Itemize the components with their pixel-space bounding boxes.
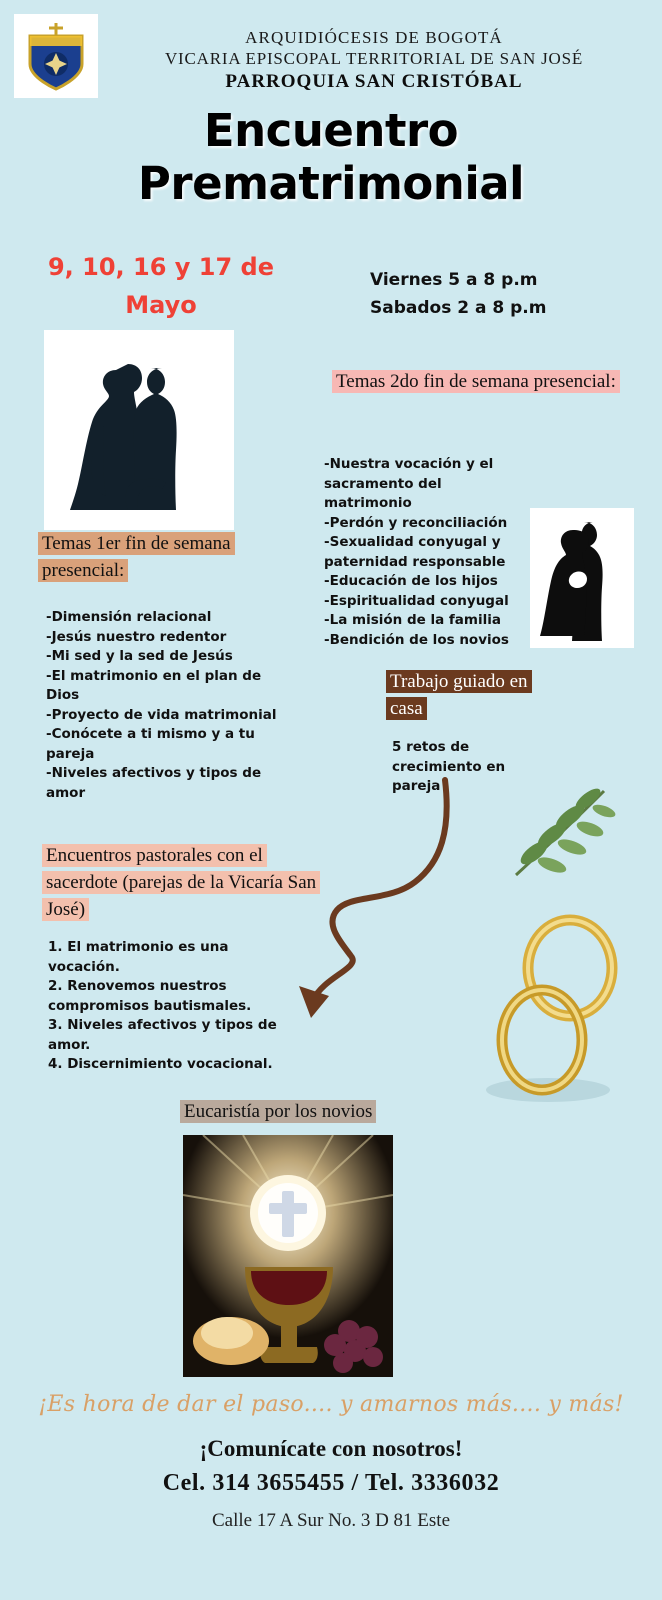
list-item: -Nuestra vocación y el sacramento del matrimonio bbox=[324, 456, 494, 511]
title-line-1: Encuentro bbox=[203, 104, 459, 157]
list-item: 1. El matrimonio es una vocación. bbox=[48, 939, 229, 975]
header-line-parish: PARROQUIA SAN CRISTÓBAL bbox=[225, 71, 523, 92]
list-item: -Dimensión relacional bbox=[46, 609, 212, 625]
eucharist-chalice-host-bread-grapes-image bbox=[183, 1135, 393, 1377]
contact-phones: Cel. 314 3655455 / Tel. 3336032 bbox=[162, 1470, 500, 1496]
list-item: -El matrimonio en el plan de Dios bbox=[46, 667, 262, 703]
list-item: -Conócete a ti mismo y a tu pareja bbox=[46, 726, 255, 762]
list-item: 4. Discernimiento vocacional. bbox=[48, 1056, 273, 1072]
event-dates bbox=[30, 248, 292, 324]
event-hours-saturday: Sabados 2 a 8 p.m bbox=[370, 298, 547, 318]
contact-cta: ¡Comunícate con nosotros! bbox=[199, 1436, 463, 1461]
list-item: 2. Renovemos nuestros compromisos bautismales. bbox=[48, 978, 252, 1014]
list-temas-segundo-fin bbox=[324, 455, 524, 650]
heading-temas-segundo-fin bbox=[332, 368, 638, 395]
page-title bbox=[0, 104, 662, 210]
heading-encuentros-pastorales-text: Encuentros pastorales con el sacerdote (parejas de la Vicaría San José) bbox=[42, 844, 320, 921]
list-item: -Bendición de los novios bbox=[324, 631, 509, 648]
event-dates-line-1: 9, 10, 16 y 17 de bbox=[47, 253, 274, 281]
list-item: -Niveles afectivos y tipos de amor bbox=[46, 765, 262, 801]
list-item: -Perdón y reconciliación bbox=[324, 514, 508, 531]
event-hours-friday: Viernes 5 a 8 p.m bbox=[370, 270, 538, 290]
olive-branch-leaf-image bbox=[500, 775, 620, 885]
heading-eucaristia bbox=[180, 1098, 470, 1125]
heading-trabajo-guiado-text: Trabajo guiado en casa bbox=[386, 670, 532, 720]
list-item: -La misión de la familia bbox=[324, 612, 501, 628]
header-line-archdiocese: ARQUIDIÓCESIS DE BOGOTÁ bbox=[245, 28, 503, 47]
heading-temas-primer-fin bbox=[38, 530, 318, 584]
title-line-2: Prematrimonial bbox=[137, 157, 525, 210]
list-item: -Espiritualidad conyugal bbox=[324, 592, 509, 609]
event-hours bbox=[370, 266, 630, 322]
coat-of-arms-icon bbox=[14, 14, 98, 98]
list-item: 5 retos de crecimiento en pareja bbox=[392, 739, 506, 794]
list-item: 3. Niveles afectivos y tipos de amor. bbox=[48, 1017, 277, 1053]
silhouette-couple-embrace-image bbox=[530, 508, 634, 648]
list-item: -Educación de los hijos bbox=[324, 573, 498, 589]
heading-temas-segundo-fin-text: Temas 2do fin de semana presencial: bbox=[332, 370, 620, 393]
heading-temas-primer-fin-text: Temas 1er fin de semana presencial: bbox=[38, 532, 235, 582]
silhouette-couple-bride-groom-image bbox=[44, 330, 234, 530]
list-item: -Proyecto de vida matrimonial bbox=[46, 706, 277, 723]
list-item: -Jesús nuestro redentor bbox=[46, 628, 227, 645]
list-item: -Mi sed y la sed de Jesús bbox=[46, 648, 233, 664]
gold-wedding-rings-image bbox=[470, 900, 630, 1115]
closing-script-line: ¡Es hora de dar el paso.... y amarnos más.... y más! bbox=[38, 1392, 624, 1417]
contact-address: Calle 17 A Sur No. 3 D 81 Este bbox=[211, 1510, 451, 1531]
curved-arrow-icon bbox=[255, 770, 470, 1030]
header-line-vicaria: VICARIA EPISCOPAL TERRITORIAL DE SAN JOSÉ bbox=[164, 49, 584, 68]
event-dates-line-2: Mayo bbox=[125, 291, 197, 319]
parish-header bbox=[104, 28, 644, 95]
list-item: -Sexualidad conyugal y paternidad responsable bbox=[324, 534, 506, 570]
heading-trabajo-guiado bbox=[386, 668, 568, 722]
heading-eucaristia-text: Eucaristía por los novios bbox=[180, 1100, 376, 1123]
